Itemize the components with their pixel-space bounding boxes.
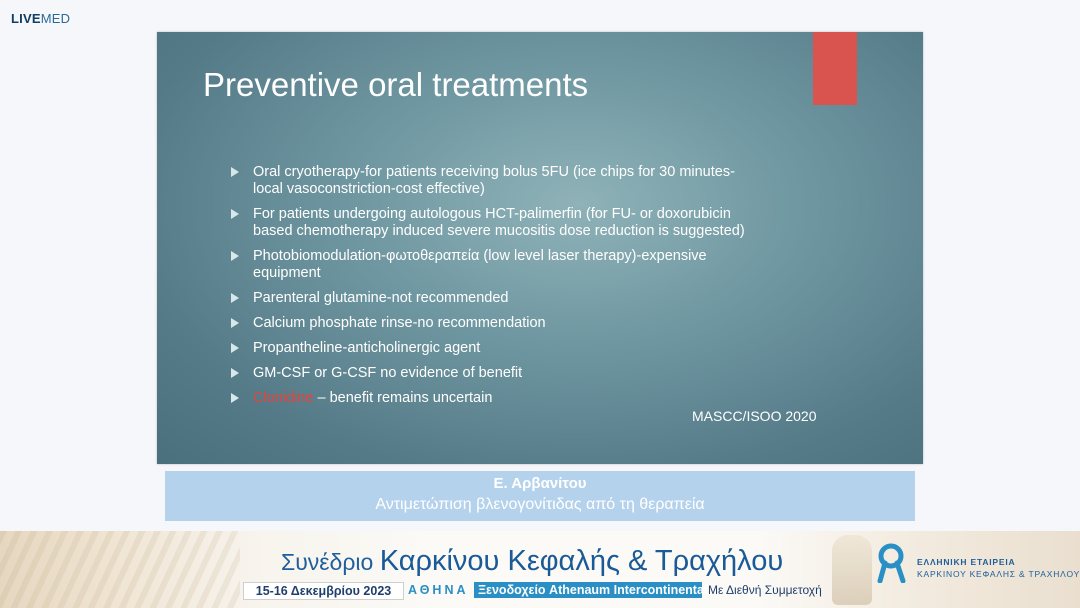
bullet-arrow-icon — [231, 393, 239, 403]
bullet-text: Photobiomodulation-φωτοθεραπεία (low level laser therapy)-expensive equipment — [253, 248, 707, 281]
bullet-arrow-icon — [231, 167, 239, 177]
society-name-line2: ΚΑΡΚΙΝΟΥ ΚΕΦΑΛΗΣ & ΤΡΑΧΗΛΟΥ — [917, 569, 1080, 579]
society-ribbon-icon — [876, 543, 906, 583]
livemed-logo — [11, 11, 70, 26]
bullet-arrow-icon — [231, 209, 239, 219]
speaker-name: Ε. Αρβανίτου — [493, 475, 587, 492]
bullet-item — [231, 290, 751, 307]
speaker-caption — [165, 471, 915, 521]
bullet-text: GM-CSF or G-CSF no evidence of benefit — [253, 365, 523, 381]
conference-venue: Ξενοδοχείο Athenaum Intercontinental — [474, 582, 702, 598]
bullet-text: For patients undergoing autologous HCT-palimerfin (for FU- or doxorubicin based chemotherapy induced severe mucositis dose reduction is suggested) — [253, 206, 745, 239]
bullet-item — [231, 164, 751, 198]
bullet-arrow-icon — [231, 343, 239, 353]
conference-city: ΑΘΗΝΑ — [408, 583, 469, 597]
society-name — [917, 556, 1080, 580]
conference-title — [281, 545, 783, 578]
bullet-arrow-icon — [231, 318, 239, 328]
international-note: Με Διεθνή Συμμετοχή — [708, 583, 822, 597]
bullet-arrow-icon — [231, 293, 239, 303]
bullet-text: Parenteral glutamine-not recommended — [253, 290, 509, 306]
bullet-text: Propantheline-anticholinergic agent — [253, 340, 481, 356]
bullet-item — [231, 340, 751, 357]
talk-topic: Αντιμετώπιση βλενογονίτιδας από τη θεραπεία — [375, 496, 705, 513]
bullet-arrow-icon — [231, 368, 239, 378]
citation: MASCC/ISOO 2020 — [692, 408, 817, 424]
conference-title-main: Καρκίνου Κεφαλής & Τραχήλου — [379, 545, 784, 577]
bullet-item — [231, 315, 751, 332]
conference-title-prefix: Συνέδριο — [281, 549, 380, 575]
society-name-line1: ΕΛΛΗΝΙΚΗ ΕΤΑΙΡΕΙΑ — [917, 557, 1016, 567]
bullet-item — [231, 390, 751, 407]
bullet-highlight: Clonidine — [253, 390, 314, 406]
bullet-item — [231, 206, 751, 240]
statue-image — [832, 535, 872, 605]
logo-med: MED — [40, 11, 71, 26]
bullet-item — [231, 248, 751, 282]
bullet-item — [231, 365, 751, 382]
bullet-text: Calcium phosphate rinse-no recommendation — [253, 315, 546, 331]
sand-texture — [0, 531, 240, 608]
bullet-text: Oral cryotherapy-for patients receiving bolus 5FU (ice chips for 30 minutes-local vasoconstriction-cost effective) — [253, 164, 735, 197]
bullet-list — [231, 164, 751, 415]
bullet-text: – benefit remains uncertain — [313, 390, 493, 406]
conference-date: 15-16 Δεκεμβρίου 2023 — [243, 582, 404, 600]
bullet-arrow-icon — [231, 251, 239, 261]
logo-live: LIVE — [11, 11, 41, 26]
presentation-slide — [157, 32, 923, 464]
slide-accent-bar — [813, 32, 857, 105]
slide-title: Preventive oral treatments — [203, 66, 589, 103]
